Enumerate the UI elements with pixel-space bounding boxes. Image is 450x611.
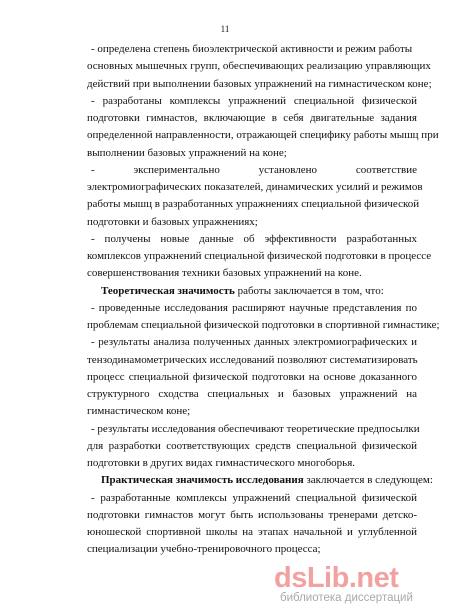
text-line — [87, 300, 417, 317]
text-line — [87, 214, 417, 231]
text-line — [87, 490, 417, 507]
line-text: структурного сходства специальных и базовых упражнений на — [87, 388, 417, 400]
line-text: для разработки соответствующих средств специальной физической — [87, 439, 417, 452]
text-line — [87, 196, 420, 213]
text-line — [87, 541, 417, 558]
line-text: электромиографических показателей, динамических усилий и режимов — [87, 181, 423, 193]
text-line — [87, 334, 417, 351]
text-line — [87, 317, 440, 334]
line-text: подготовки в других видах гимнастического многоборья. — [87, 457, 356, 469]
line-text: выполнении базовых упражнений на коне; — [87, 146, 287, 159]
text-line — [87, 403, 417, 420]
text-line — [87, 231, 417, 248]
line-text: - проведенные исследования расширяют научные представления по — [91, 301, 417, 314]
text-line — [87, 110, 417, 127]
text-line — [87, 162, 417, 179]
document-body — [87, 41, 440, 559]
line-text: специализации учебно-тренировочного процесса; — [87, 543, 321, 556]
text-line — [87, 41, 417, 58]
line-text: проблемам специальной физической подготовки в спортивной гимнастике; — [87, 319, 440, 331]
line-text: работы заключается в том, что: — [234, 284, 384, 297]
text-line — [87, 76, 432, 93]
line-text: гимнастическом коне; — [87, 405, 191, 418]
line-text: - разработаны комплексы упражнений специальной физической — [91, 94, 417, 107]
line-text: - результаты исследования обеспечивают теоретические предпосылки — [91, 422, 420, 435]
line-text: подготовки гимнастов могут быть использованы тренерами детско- — [87, 508, 417, 521]
line-text: подготовки и базовых упражнениях; — [87, 215, 258, 228]
logo-part-ds: ds — [274, 562, 307, 594]
line-text: работы мышц в разработанных упражнениях специальной физической — [87, 198, 420, 211]
dslib-logo — [274, 563, 398, 593]
line-text: тензодинамометрических исследований позволяют систематизировать — [87, 353, 418, 366]
line-text: юношеской спортивной школы на этапах начальной и углубленной — [87, 526, 417, 538]
line-text: комплексов упражнений специальной физической подготовки в процессе — [87, 250, 432, 262]
line-text: - определена степень биоэлектрической активности и режим работы — [91, 43, 413, 55]
line-text: заключается в следующем: — [303, 474, 433, 487]
line-text: определенной направленности, отражающей специфику работы мышц при — [87, 129, 439, 142]
text-line — [87, 507, 417, 524]
line-text: - получены новые данные об эффективности разработанных — [91, 232, 417, 245]
text-line — [87, 438, 417, 455]
text-line — [87, 179, 423, 196]
bold-heading: Теоретическая значимость — [101, 284, 235, 297]
text-line — [87, 93, 417, 110]
bold-heading: Практическая значимость исследования — [101, 474, 304, 487]
line-text: - разработанные комплексы упражнений специальной физической — [91, 491, 417, 504]
logo-part-net: net — [356, 562, 399, 594]
text-line — [87, 524, 417, 541]
text-line — [87, 58, 431, 75]
line-text: действий при выполнении базовых упражнений на гимнастическом коне; — [87, 77, 432, 90]
watermark-subtitle: библиотека диссертаций — [280, 592, 413, 604]
text-line — [87, 369, 417, 386]
text-line — [87, 352, 417, 369]
line-text: основных мышечных групп, обеспечивающих реализацию управляющих — [87, 60, 431, 73]
line-text: процесс специальной физической подготовки на основе доказанного — [87, 370, 417, 383]
line-text: подготовки гимнастов, включающие в себя двигательные задания — [87, 112, 417, 124]
text-line — [87, 421, 420, 438]
text-line — [87, 145, 417, 162]
text-line — [87, 283, 417, 300]
text-line — [87, 248, 432, 265]
logo-part-dot: . — [348, 562, 357, 594]
text-line — [87, 265, 417, 282]
text-line — [87, 127, 439, 144]
text-line — [87, 472, 433, 489]
text-line — [87, 386, 417, 403]
logo-part-lib: Lib — [306, 562, 349, 594]
line-text: - экспериментально установлено соответствие — [91, 163, 417, 176]
page-number: 11 — [220, 24, 230, 34]
text-line — [87, 455, 417, 472]
line-text: - результаты анализа полученных данных электромиографических и — [91, 336, 417, 349]
dslib-watermark — [274, 563, 444, 607]
line-text: совершенствования техники базовых упражнений на коне. — [87, 267, 362, 280]
